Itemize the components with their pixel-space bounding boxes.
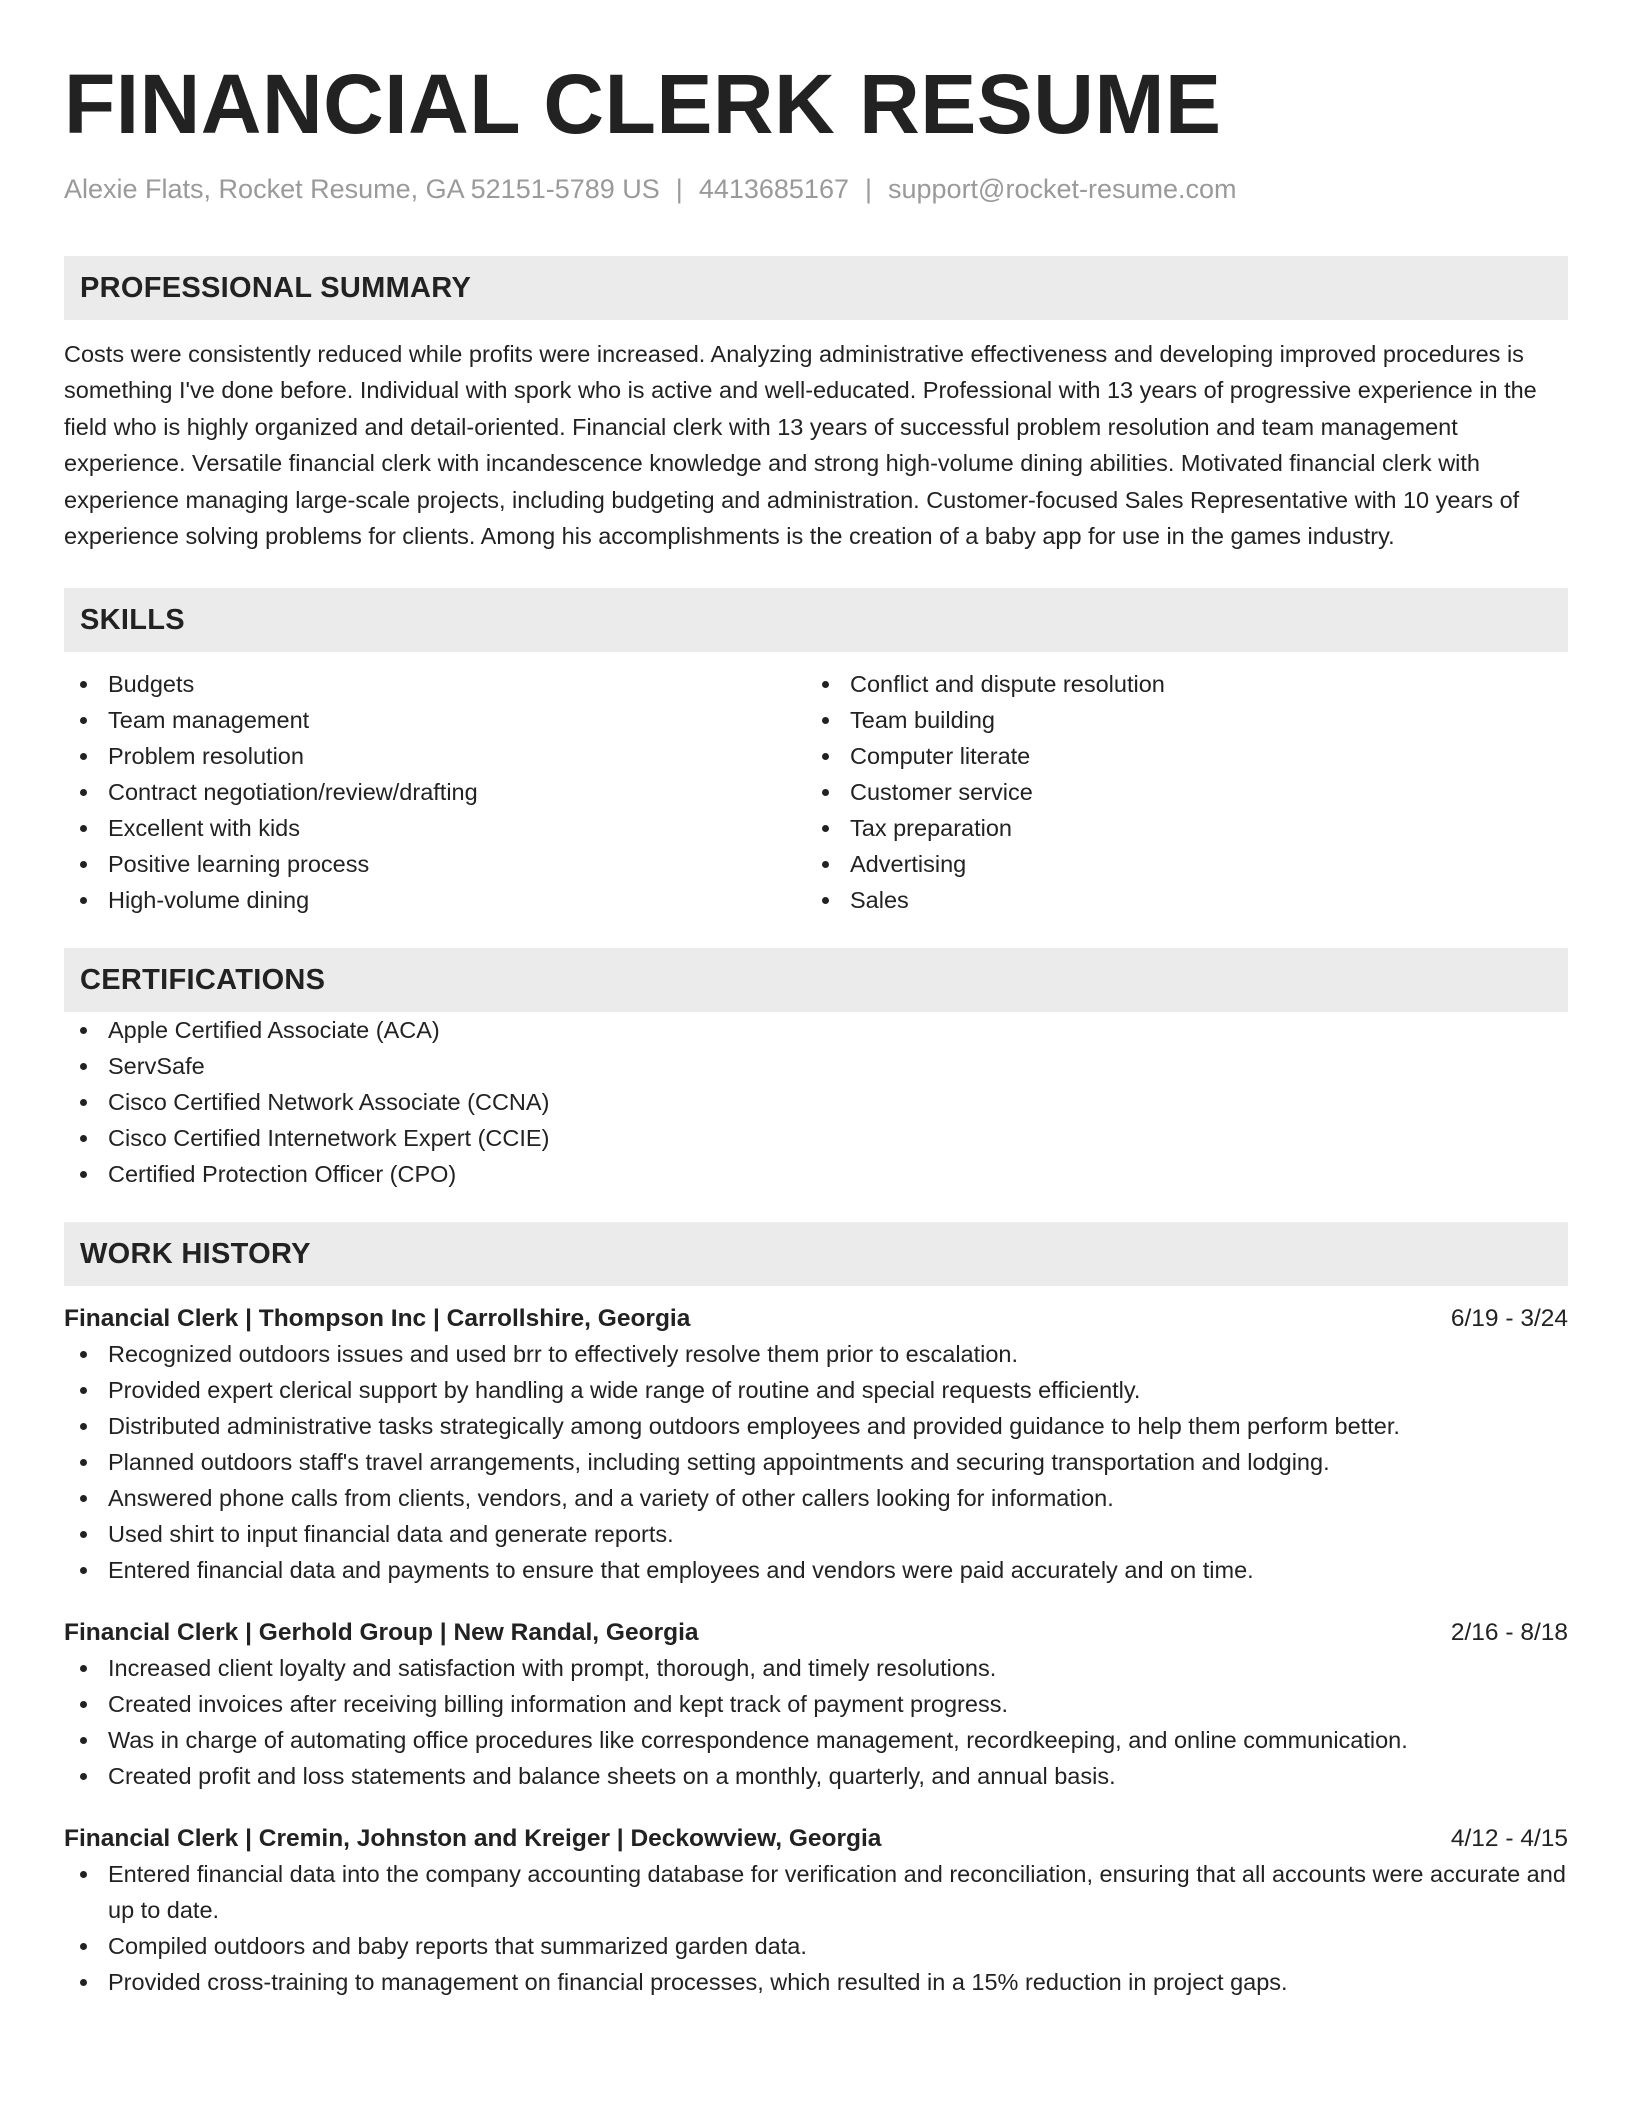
job-dates: 4/12 - 4/15 [1450, 1825, 1568, 1853]
certification-item: Cisco Certified Internetwork Expert (CCIE) [64, 1120, 1568, 1156]
skills-column-left [64, 666, 806, 918]
section-heading-skills: SKILLS [64, 588, 1568, 652]
summary-text: Costs were consistently reduced while profits were increased. Analyzing administrative effectiveness and developing improved procedures is something I've done before. Individual with spork who is active and well-educated. Professional with 13 years of progressive experience in the field who is highly organized and detail-oriented. Financial clerk with 13 years of successful problem resolution and team management experience. Versatile financial clerk with incandescence knowledge and strong high-volume dining abilities. Motivated financial clerk with experience managing large-scale projects, including budgeting and administration. Customer-focused Sales Representative with 10 years of experience solving problems for clients. Among his accomplishments is the creation of a baby app for use in the games industry. [64, 341, 1537, 550]
contact-email: support@rocket-resume.com [888, 174, 1237, 204]
skill-item: Excellent with kids [64, 810, 806, 846]
certifications-list [64, 1012, 1568, 1192]
job-dates: 2/16 - 8/18 [1450, 1619, 1568, 1647]
certification-item: ServSafe [64, 1048, 1568, 1084]
job-duties [64, 1856, 1568, 2000]
section-heading-certifications: CERTIFICATIONS [64, 948, 1568, 1012]
section-heading-summary: PROFESSIONAL SUMMARY [64, 256, 1568, 320]
job-duty: Created invoices after receiving billing information and kept track of payment progress. [64, 1686, 1568, 1722]
job-title: Financial Clerk | Gerhold Group | New Randal, Georgia [64, 1619, 699, 1647]
contact-separator: | [675, 174, 683, 204]
section-heading-work-history: WORK HISTORY [64, 1222, 1568, 1286]
job-duty: Provided expert clerical support by handling a wide range of routine and special requests efficiently. [64, 1372, 1568, 1408]
job-duty: Entered financial data and payments to ensure that employees and vendors were paid accurately and on time. [64, 1552, 1568, 1588]
skill-item: Computer literate [806, 738, 1548, 774]
job-header [64, 1616, 1568, 1650]
job-duty: Recognized outdoors issues and used brr to effectively resolve them prior to escalation. [64, 1336, 1568, 1372]
job-duty: Provided cross-training to management on financial processes, which resulted in a 15% reduction in project gaps. [64, 1964, 1568, 2000]
job-duty: Increased client loyalty and satisfaction with prompt, thorough, and timely resolutions. [64, 1650, 1568, 1686]
skill-item: Positive learning process [64, 846, 806, 882]
skills-column-right [806, 666, 1548, 918]
job-duty: Was in charge of automating office procedures like correspondence management, recordkeeping, and online communication. [64, 1722, 1568, 1758]
job-entry [64, 1616, 1568, 1794]
job-entry [64, 1822, 1568, 2000]
job-header [64, 1302, 1568, 1336]
certification-item: Apple Certified Associate (ACA) [64, 1012, 1568, 1048]
skills-list [64, 666, 1568, 918]
job-dates: 6/19 - 3/24 [1450, 1305, 1568, 1333]
job-duty: Compiled outdoors and baby reports that summarized garden data. [64, 1928, 1568, 1964]
job-duty: Planned outdoors staff's travel arrangements, including setting appointments and securing transportation and lodging. [64, 1444, 1568, 1480]
job-duties [64, 1650, 1568, 1794]
skill-item: Customer service [806, 774, 1548, 810]
job-duties [64, 1336, 1568, 1588]
job-duty: Created profit and loss statements and balance sheets on a monthly, quarterly, and annual basis. [64, 1758, 1568, 1794]
job-duty: Entered financial data into the company accounting database for verification and reconciliation, ensuring that all accounts were accurate and up to date. [64, 1856, 1568, 1928]
resume-title: FINANCIAL CLERK RESUME [64, 57, 1222, 151]
skill-item: Budgets [64, 666, 806, 702]
job-entry [64, 1302, 1568, 1588]
contact-separator: | [864, 174, 872, 204]
skill-item: Advertising [806, 846, 1548, 882]
job-duty: Distributed administrative tasks strategically among outdoors employees and provided guidance to help them perform better. [64, 1408, 1568, 1444]
certification-item: Cisco Certified Network Associate (CCNA) [64, 1084, 1568, 1120]
job-duty: Used shirt to input financial data and generate reports. [64, 1516, 1568, 1552]
job-title: Financial Clerk | Cremin, Johnston and Kreiger | Deckowview, Georgia [64, 1825, 882, 1853]
skill-item: Sales [806, 882, 1548, 918]
job-title: Financial Clerk | Thompson Inc | Carrollshire, Georgia [64, 1305, 691, 1333]
skill-item: High-volume dining [64, 882, 806, 918]
skill-item: Conflict and dispute resolution [806, 666, 1548, 702]
certification-item: Certified Protection Officer (CPO) [64, 1156, 1568, 1192]
job-duty: Answered phone calls from clients, vendors, and a variety of other callers looking for information. [64, 1480, 1568, 1516]
skill-item: Contract negotiation/review/drafting [64, 774, 806, 810]
contact-phone: 4413685167 [698, 174, 849, 204]
job-header [64, 1822, 1568, 1856]
skill-item: Problem resolution [64, 738, 806, 774]
skill-item: Tax preparation [806, 810, 1548, 846]
skill-item: Team building [806, 702, 1548, 738]
contact-line [64, 172, 1568, 206]
skill-item: Team management [64, 702, 806, 738]
contact-address: Alexie Flats, Rocket Resume, GA 52151-5789 US [64, 174, 660, 204]
